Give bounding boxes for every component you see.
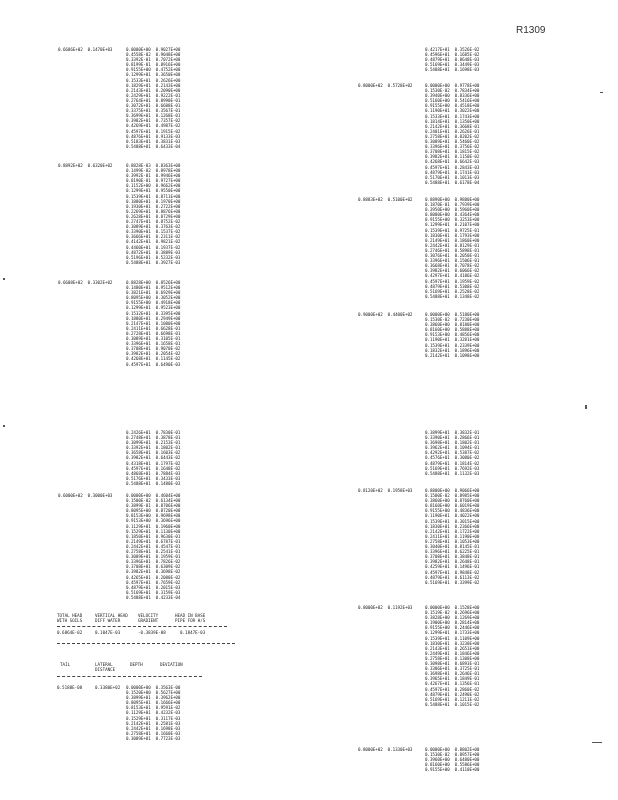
value-pair-row: 0.3076E+01 0.2050E-01 [425,253,480,259]
value-pair-row: 0.4267E+01 0.1356E-01 [425,681,480,687]
value-pair-row: 0.3965E+01 0.1849E-01 [425,676,480,682]
value-pair-row: 0.5169E+01 0.2528E-02 [425,288,480,294]
value-pair-row: 0.2143E+01 0.2651E+00 [425,645,480,651]
value-pair-row: 0.3099E+01 0.2153E-01 [126,440,181,446]
value-pair-row: 0.5488E+01 0.6433E-04 [126,143,181,149]
summary-value-3: -0.3839E-08 [138,630,166,635]
value-pair-row: 0.1530E-02 0.7834E+00 [425,88,480,94]
value-pair-row: 0.2411E+01 0.6628E-01 [126,325,181,331]
value-pair-row: 0.4879E+01 0.1814E-02 [425,460,480,466]
value-pair-row: 0.1520E+00 0.5627E+00 [126,690,181,696]
value-pair-row: 0.0000E+00 0.4604E+00 [126,493,181,498]
lateral-header-1: TAIL [60,662,71,667]
value-pair-row: 0.2758E+01 0.8202E-02 [425,133,480,139]
value-pair-row: 0.9153E+00 0.3696E+00 [126,518,181,524]
value-pair-row: 0.4265E+01 0.2080E-02 [126,574,181,580]
value-pair-row: 0.2269E+01 0.8876E+00 [126,208,181,214]
summary-value-1: 0.6864E-02 [57,630,83,635]
summary-value-4: 0.1847E-03 [180,630,206,635]
value-pair-row: 0.4142E+01 0.9821E-02 [126,239,181,245]
value-pair-row: 0.4597E+01 0.9848E-02 [425,569,480,575]
value-pair-row: 0.3860E+00 0.8760E+00 [425,498,480,504]
value-pair-row: 0.5176E+01 0.3433E-03 [126,475,181,481]
value-pair-row: 0.1850E+01 0.9630E-01 [126,533,181,539]
value-pair-row: 0.2143E+01 0.2090E+00 [126,87,181,93]
value-pair-row: 0.1499E-02 0.8978E+00 [126,168,181,174]
value-pair-row: 0.2142E+01 0.2581E-03 [126,720,181,726]
value-pair-row: 0.3899E-01 0.8706E+00 [126,503,181,509]
value-pair-row: 0.9153E+00 0.4856E+00 [425,332,480,338]
value-pair-row: 0.2142E+01 0.3668E-01 [425,123,480,129]
value-pair-row: 0.0000E+00 0.9778E+00 [425,83,480,88]
value-pair-row: 0.2442E+01 0.4547E-01 [126,543,181,549]
value-pair-row: 0.2747E+01 0.8752E-02 [126,219,181,225]
value-pair-row: 0.9155E+00 0.3253E+00 [425,217,480,223]
value-pair-row: 0.1299E+01 0.1733E+00 [425,630,480,636]
value-pair-row: 0.3950E+00 0.5960E+00 [425,207,480,213]
value-pair-row: 0.3098E+01 0.6893E-01 [425,661,480,667]
value-pair-row: 0.1533E+01 0.2626E+00 [126,77,181,83]
value-pair-row: 0.1529E+01 0.1130E+00 [126,528,181,534]
value-pair-row: 0.8890E+00 0.9880E+00 [425,197,480,202]
value-pair-row: 0.3982E+01 0.1150E-02 [425,154,480,160]
summary-header-1: TOTAL HEAD WITH SOILS [57,613,83,624]
block-header: 0.6608E+02 0.3302E+02 [58,280,113,285]
value-pair-row: 0.4318E+01 0.1797E-02 [126,460,181,466]
value-pair-row: 0.3982E+01 0.7357E-02 [126,118,181,124]
value-pair-row: 0.0000E+00 0.8802E+00 [425,747,480,752]
value-pair-row: 0.3992E-01 0.9946E+00 [126,173,181,179]
value-pair-row: 0.3982E+01 0.2648E-01 [425,559,480,565]
value-pair-row: 0.2449E+01 0.1846E+00 [425,650,480,656]
value-pair-row: 0.8095E+00 0.3052E+00 [126,295,181,301]
value-pair-row: 0.8095E+01 0.1666E+00 [126,700,181,706]
summary-header-2: VERTICAL HEAD DIFF WATER [95,613,128,624]
value-pair-row: 0.8080E+00 0.4364E+00 [425,212,480,218]
value-pair-row: 0.1539E+01 0.3015E+00 [425,518,480,524]
value-pair-row: 0.9155E+00 0.4918E+00 [126,300,181,306]
value-pair-row: 0.3089E+01 0.7723E-03 [126,735,181,741]
value-pair-row: 0.1533E+01 0.1743E+00 [425,113,480,119]
value-pair-row: 0.5169E+01 0.7692E-03 [425,465,480,471]
value-pair-row: 0.3982E+01 0.6066E-02 [425,268,480,274]
value-pair-row: 0.2147E+01 0.1080E+00 [126,320,181,326]
value-pair-row: 0.8190E-01 0.9727E+00 [126,178,181,184]
value-pair-row: 0.3708E+01 0.6309E-02 [126,564,181,570]
value-pair-row: 0.1830E+01 0.3230E+00 [425,640,480,646]
value-pair-row: 0.2758E+01 0.2541E-01 [126,549,181,555]
value-pair-row: 0.2748E+01 0.3878E-01 [126,435,181,441]
value-pair-row: 0.5488E+01 0.1015E-02 [425,701,480,707]
value-pair-row: 0.1299E+01 0.9550E+00 [126,188,181,194]
value-pair-row: 0.9155E+00 0.4110E+00 [425,767,480,773]
value-pair-row: 0.0000E+00 0.1528E+00 [425,605,480,610]
value-pair-row: 0.3375E+01 0.3567E-01 [126,108,181,114]
value-pair-row: 0.3708E+01 0.1815E-02 [425,149,480,155]
value-pair-row: 0.3699E+01 0.1268E-01 [126,113,181,119]
block-header: 0.8892E+02 0.6320E+02 [58,163,113,168]
value-pair-row: 0.1480E+01 0.9512E+00 [126,285,181,291]
value-pair-row: 0.1129E+01 0.4232E-03 [126,710,181,716]
value-pair-row: 0.8199E-01 0.8916E+00 [126,62,181,68]
value-pair-row: 0.8800E+00 0.9066E+00 [425,488,480,493]
value-pair-row: 0.3040E+01 0.8145E-01 [425,544,480,550]
lateral-header-2: LATERAL DISTANCE [95,662,116,673]
value-pair-row: 0.1190E+01 0.3281E+00 [425,337,480,343]
value-pair-row: 0.4879E+01 0.2015E-03 [126,584,181,590]
value-pair-row: 0.3708E+01 0.3848E-01 [425,554,480,560]
value-pair-row: 0.4597E+01 0.1915E-02 [126,128,181,134]
value-pair-row: 0.2758E+01 0.1308E+00 [425,655,480,661]
value-pair-row: 0.1129E+01 0.1960E+00 [126,523,181,529]
lateral-header-4: DEVIATION [160,662,183,667]
value-pair-row: 0.5488E+01 0.1348E-02 [425,293,480,299]
value-pair-row: 0.2426E+01 0.7830E-01 [126,430,181,435]
block-header: 0.8000E+02 0.1330E+03 [358,747,413,752]
value-pair-row: 0.4879E+01 0.2490E-02 [425,691,480,697]
value-pair-row: 0.3396E+01 0.1506E-01 [425,258,480,264]
value-pair-row: 0.4597E+01 0.2860E-02 [425,686,480,692]
value-pair-row: 0.1870E-01 0.7939E+00 [425,202,480,208]
value-pair-row: 0.1930E+01 0.2722E+00 [126,203,181,209]
value-pair-row: 0.4868E+01 0.7884E-03 [126,470,181,476]
value-pair-row: 0.3392E-01 0.7072E+00 [126,57,181,63]
value-pair-row: 0.3899E+01 0.3832E-01 [425,430,480,435]
value-pair-row: 0.4460E+01 0.1937E-02 [126,244,181,250]
block-header: 0.9000E+02 0.4400E+02 [358,312,413,317]
value-pair-row: 0.5488E+01 0.6178E-04 [425,179,480,185]
value-pair-row: 0.3396E+01 0.6225E-01 [425,549,480,555]
value-pair-row: 0.8160E+00 0.6019E+00 [425,503,480,509]
value-pair-row: 0.4268E+01 0.6642E-03 [425,159,480,165]
value-pair-row: 0.8153E+00 0.9698E+00 [126,513,181,519]
value-pair-row: 0.1832E+01 0.1896E+00 [425,347,480,353]
value-pair-row: 0.3386E+01 0.3725E-01 [425,666,480,672]
value-pair-row: 0.8095E+00 0.8720E+00 [126,508,181,514]
value-pair-row: 0.4597E+01 0.2843E-03 [425,164,480,170]
value-pair-row: 0.8160E+00 0.5586E+00 [425,762,480,768]
value-pair-row: 0.2142E+01 0.1722E+00 [425,528,480,534]
value-pair-row: 0.5169E+01 0.3399E-02 [425,579,480,585]
value-pair-row: 0.3396E+01 0.3756E-02 [425,144,480,150]
scan-speck [592,742,602,743]
value-pair-row: 0.4879E+01 0.6113E-02 [425,574,480,580]
value-pair-row: 0.3899E+01 0.3962E+00 [126,695,181,701]
value-pair-row: 0.4879E+01 0.1741E-03 [425,169,480,175]
value-pair-row: 0.1900E+00 0.2814E+00 [425,620,480,626]
value-pair-row: 0.5488E+01 0.3927E-03 [126,259,181,265]
value-pair-row: 0.5169E+01 0.3159E-03 [126,589,181,595]
value-pair-row: 0.0000E+00 0.5180E+00 [425,312,480,317]
summary-value-2: 0.1047E-03 [95,630,121,635]
scan-speck [600,92,603,93]
data-block [126,47,180,149]
value-pair-row: 0.2758E+01 0.1660E-03 [126,730,181,736]
value-pair-row: 0.3396E+01 0.1658E-01 [126,341,181,347]
data-block [425,747,479,772]
value-pair-row: 0.1532E+01 0.3395E+00 [126,310,181,316]
value-pair-row: 0.4259E+01 0.1496E-01 [425,564,480,570]
block-header: 0.8883E+02 0.5100E+02 [358,197,413,202]
lateral-value-2: 0.3380E+02 [95,685,121,690]
data-block [425,312,479,358]
value-pair-row: 0.8153E+01 0.9591E-02 [126,705,181,711]
value-pair-row: 0.1190E+01 0.4022E+00 [425,513,480,519]
value-pair-row: 0.3860E+00 0.8180E+00 [425,322,480,328]
value-pair-row: 0.4269E+01 0.4987E-02 [126,123,181,129]
value-pair-row: 0.1530E-02 0.7230E+00 [425,317,480,323]
value-pair-row: 0.9155E+00 0.4836E+00 [425,508,480,514]
value-pair-row: 0.1152E+00 0.9662E+00 [126,183,181,189]
value-pair-row: 0.1500E-02 0.6134E+00 [126,498,181,504]
summary-rule-bottom [57,643,235,644]
value-pair-row: 0.9155E+00 0.4518E+00 [425,103,480,109]
value-pair-row: 0.3390E+01 0.1537E-02 [126,229,181,235]
value-pair-row: 0.5169E+01 0.3449E-03 [425,62,480,68]
summary-header-4: HEAD IN BASE PIPE FOR H/S [175,613,206,624]
block-header: 0.8000E+02 0.5728E+02 [358,83,413,88]
value-pair-row: 0.1519E-02 0.2696E+00 [425,610,480,616]
value-pair-row: 0.4597E+01 0.7659E-02 [126,579,181,585]
value-pair-row: 0.1830E+01 0.2366E+00 [425,523,480,529]
value-pair-row: 0.4576E+01 0.3080E-02 [425,455,480,461]
data-block [425,47,479,72]
value-pair-row: 0.3698E+01 0.1802E-01 [425,440,480,446]
value-pair-row: 0.4558E-02 0.9048E+00 [126,52,181,58]
value-pair-row: 0.5183E+01 0.3831E-03 [126,138,181,144]
data-block [425,605,479,707]
value-pair-row: 0.4596E+01 0.1685E-02 [425,52,480,58]
value-pair-row: 0.2442E+01 0.1698E-03 [126,725,181,731]
data-block [126,280,180,367]
data-block [425,197,479,299]
value-pair-row: 0.0000E+00 0.3563E-00 [126,685,181,690]
summary-header-3: VELOCITY GRADIENT [138,613,159,624]
value-pair-row: 0.5488E+01 0.1480E-03 [126,480,181,486]
value-pair-row: 0.4872E+01 0.3889E-03 [126,249,181,255]
data-block [126,493,180,600]
block-header: 0.6000E+02 0.3000E+03 [58,493,113,498]
value-pair-row: 0.1299E+01 0.2107E+00 [425,222,480,228]
value-pair-row: 0.4297E+01 0.4186E-02 [425,273,480,279]
value-pair-row: 0.4879E+01 0.8648E-03 [425,57,480,63]
value-pair-row: 0.1539E+01 0.9725E-01 [425,227,480,233]
value-pair-row: 0.2628E+01 0.8729E+00 [126,213,181,219]
data-block [425,488,479,585]
value-pair-row: 0.1190E+01 0.3022E+00 [425,108,480,114]
value-pair-row: 0.1539E+01 0.2339E+00 [425,342,480,348]
value-pair-row: 0.3072E+01 0.6608E-01 [126,103,181,109]
value-pair-row: 0.3666E+01 0.2311E-02 [126,234,181,240]
value-pair-row: 0.2746E+01 0.5898E-01 [425,247,480,253]
value-pair-row: 0.3089E+01 0.3105E-01 [126,336,181,342]
value-pair-row: 0.4268E+01 0.1145E-02 [126,356,181,362]
value-pair-row: 0.1829E+01 0.2143E+00 [126,82,181,88]
value-pair-row: 0.4217E+01 0.3526E-02 [425,47,480,52]
value-pair-row: 0.2764E+01 0.8990E-01 [126,97,181,103]
value-pair-row: 0.5488E+01 0.1698E-03 [425,67,480,73]
value-pair-row: 0.1539E+01 0.8711E+00 [126,193,181,199]
value-pair-row: 0.2442E+01 0.8129E-01 [425,242,480,248]
value-pair-row: 0.3089E+01 0.5460E-02 [425,139,480,145]
value-pair-row: 0.1500E-02 0.8985E+00 [425,493,480,499]
value-pair-row: 0.4292E+01 0.5387E-02 [425,450,480,456]
value-pair-row: 0.4879E+01 0.5308E-02 [425,283,480,289]
data-block [425,83,479,185]
value-pair-row: 0.3392E+01 0.1802E-01 [126,445,181,451]
scan-speck [3,425,5,427]
value-pair-row: 0.2429E+01 0.9222E-01 [126,92,181,98]
value-pair-row: 0.4597E+01 0.1648E-02 [126,465,181,471]
value-pair-row: 0.2149E+01 0.1860E+00 [425,237,480,243]
value-pair-row: 0.1529E+01 0.3117E-03 [126,715,181,721]
lateral-value-1: 0.5188E-08 [57,685,83,690]
data-block [425,430,479,476]
value-pair-row: 0.1299E+01 0.9523E+00 [126,305,181,311]
value-pair-row: 0.3828E+00 0.1269E+00 [425,615,480,621]
lateral-rule [57,676,202,677]
block-header: 0.8000E+02 0.1192E+03 [358,605,413,610]
value-pair-row: 0.3821E+01 0.6929E+00 [126,290,181,296]
value-pair-row: 0.4597E+01 0.6490E-03 [126,361,181,367]
value-pair-row: 0.3089E+01 0.3763E-02 [126,224,181,230]
value-pair-row: 0.5488E+01 0.1132E-03 [425,470,480,476]
value-pair-row: 0.1539E+01 0.1109E+00 [425,635,480,641]
value-pair-row: 0.3982E+01 0.2054E-02 [126,351,181,357]
value-pair-row: 0.5196E+01 0.5232E-03 [126,254,181,260]
value-pair-row: 0.3390E+01 0.2866E-01 [425,435,480,441]
value-pair-row: 0.1814E+01 0.1350E+00 [425,118,480,124]
data-block [126,685,180,741]
value-pair-row: 0.3698E+01 0.2646E-01 [425,671,480,677]
value-pair-row: 0.8828E-03 0.8363E+00 [126,163,181,168]
value-pair-row: 0.1880E+01 0.2949E+00 [126,315,181,321]
value-pair-row: 0.3960E+00 0.6480E+00 [425,757,480,763]
value-pair-row: 0.0000E+00 0.9027E+00 [126,47,181,52]
value-pair-row: 0.3396E+01 0.7826E-02 [126,559,181,565]
value-pair-row: 0.3658E+01 0.1603E-02 [126,450,181,456]
value-pair-row: 0.1530E-02 0.8957E+00 [425,752,480,758]
data-block [126,430,180,486]
value-pair-row: 0.9155E+00 0.4752E+00 [126,67,181,73]
value-pair-row: 0.8160E+00 0.5888E+00 [425,327,480,333]
block-header: 0.6686E+02 0.1470E+03 [58,47,113,52]
value-pair-row: 0.2149E+01 0.6787E-01 [126,538,181,544]
value-pair-row: 0.2758E+01 0.1053E+00 [425,538,480,544]
value-pair-row: 0.4597E+01 0.1959E-02 [425,278,480,284]
value-pair-row: 0.3962E+01 0.1094E-01 [425,445,480,451]
value-pair-row: 0.3089E+01 0.1959E-01 [126,554,181,560]
value-pair-row: 0.1830E+01 0.1793E+00 [425,232,480,238]
scan-speck [3,278,5,280]
lateral-header-3: DEPTH [130,662,143,667]
value-pair-row: 0.5170E+01 0.1013E-03 [425,174,480,180]
data-block [126,163,180,265]
value-pair-row: 0.4876E+01 0.9133E-03 [126,133,181,139]
value-pair-row: 0.3668E+01 0.7078E-02 [425,263,480,269]
value-pair-row: 0.3982E+01 0.6443E-02 [126,455,181,461]
value-pair-row: 0.5160E+00 0.5416E+00 [425,98,480,104]
value-pair-row: 0.2728E+01 0.6698E-01 [126,330,181,336]
value-pair-row: 0.2142E+01 0.1098E+00 [425,352,480,358]
value-pair-row: 0.2411E+01 0.1190E+00 [425,533,480,539]
page-id: R1309 [516,25,546,36]
value-pair-row: 0.3982E+01 0.3698E-02 [126,569,181,575]
block-header: 0.8120E+02 0.1958E+03 [358,488,413,493]
value-pair-row: 0.1880E+01 0.1970E+00 [126,198,181,204]
scan-speck [585,405,587,409]
summary-rule [57,626,227,627]
value-pair-row: 0.5488E+01 0.4233E-04 [126,594,181,600]
value-pair-row: 0.2401E+01 0.2626E-01 [425,128,480,134]
value-pair-row: 0.5169E+01 0.1211E-02 [425,696,480,702]
value-pair-row: 0.1299E+01 0.3650E+00 [126,72,181,78]
value-pair-row: 0.9155E+00 0.2446E+00 [425,625,480,631]
value-pair-row: 0.3708E+01 0.9070E-02 [126,346,181,352]
value-pair-row: 0.3940E+00 0.8336E+00 [425,93,480,99]
value-pair-row: 0.8828E+00 0.8526E+00 [126,280,181,285]
